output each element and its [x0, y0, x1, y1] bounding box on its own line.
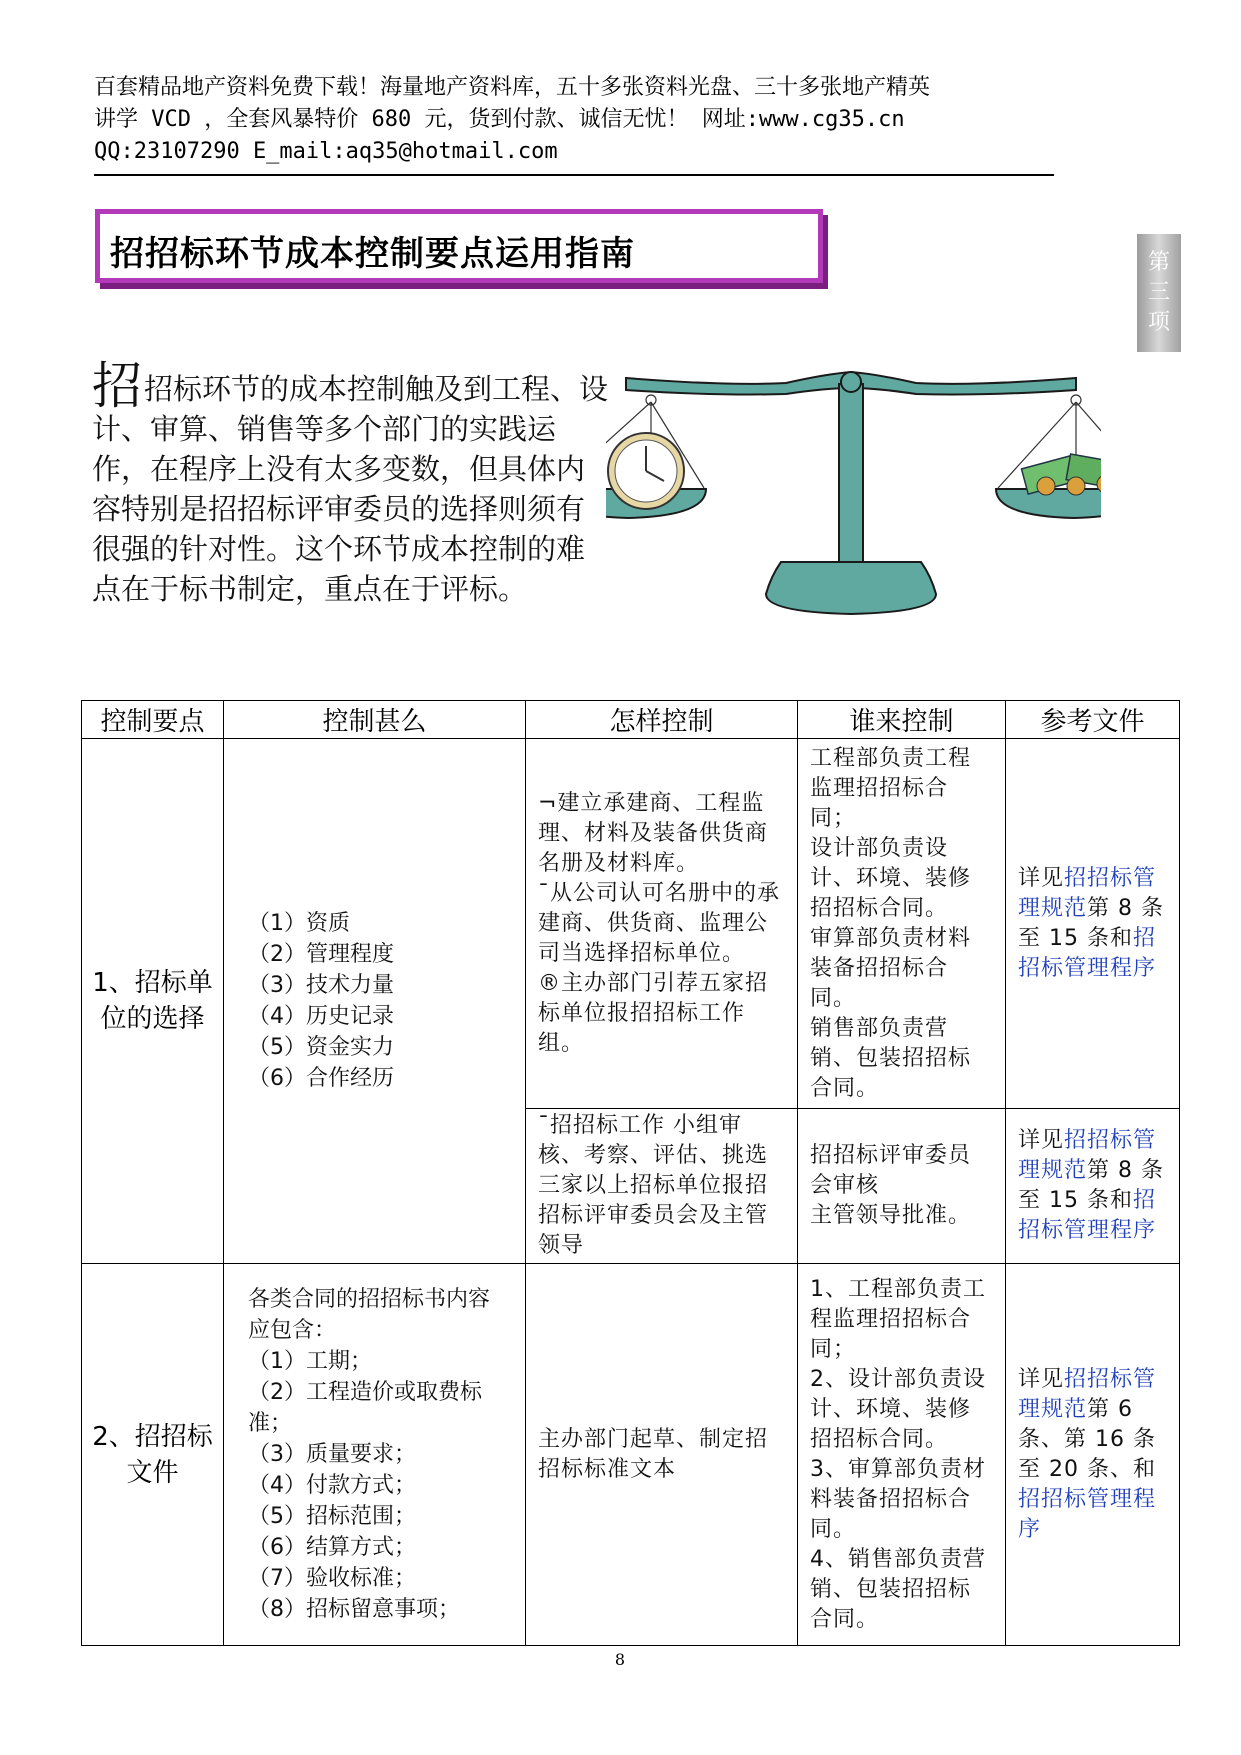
list-item: （3）技术力量 — [248, 973, 394, 998]
row1-how-b: ¯招招标工作 小组审核、考察、评估、挑选三家以上招标单位报招招标评审委员会及主管领导 — [526, 1109, 798, 1264]
ref-link-procedure[interactable]: 招招标管理程序 — [1018, 1486, 1157, 1542]
list-intro: 各类合同的招招标书内容应包含： — [248, 1287, 491, 1343]
section-tab-char-1: 第 — [1147, 250, 1170, 275]
page-title: 招招标环节成本控制要点运用指南 — [110, 234, 635, 274]
list-item: （8）招标留意事项； — [248, 1597, 460, 1622]
list-item: （5）资金实力 — [248, 1035, 394, 1060]
list-item: （4）付款方式； — [248, 1473, 416, 1498]
page-number: 8 — [614, 1650, 626, 1669]
intro-text: 招标环节的成本控制触及到工程、设计、审算、销售等多个部门的实践运作，在程序上没有太多变数，但具体内容特别是招招标评审委员的选择则须有很强的针对性。这个环节成本控制的难点在于标书制定，重点在于评标。 — [92, 372, 609, 606]
list-item: 设计部负责设计、环境、装修招招标合同。 — [810, 835, 972, 921]
balance-scale-illustration — [606, 366, 1101, 632]
section-tab — [1137, 234, 1181, 352]
col-header-how: 怎样控制 — [526, 701, 798, 739]
row2-point: 2、招招标文件 — [82, 1264, 224, 1646]
list-item: 2、设计部负责设计、环境、装修招招标合同。 — [810, 1366, 986, 1452]
ref-prefix: 详见 — [1018, 1128, 1065, 1153]
list-item: 主管领导批准。 — [810, 1203, 972, 1228]
header-line-3: QQ:23107290 E_mail:aq35@hotmail.com — [94, 139, 558, 164]
intro-dropcap: 招 — [92, 357, 142, 415]
col-header-point: 控制要点 — [82, 701, 224, 739]
row2-how: 主办部门起草、制定招招标标准文本 — [526, 1264, 798, 1646]
ref-link-regulation[interactable]: 招招标管理规范 — [1018, 865, 1157, 921]
table-row — [82, 739, 1180, 1109]
table-header-row — [82, 701, 1180, 739]
list-item: （1）工期； — [248, 1349, 372, 1374]
list-item: 销售部负责营销、包装招招标合同。 — [810, 1015, 972, 1101]
document-header — [94, 72, 1054, 168]
list-item: 审算部负责材料装备招招标合同。 — [810, 925, 972, 1011]
list-item: ¬建立承建商、工程监理、材料及装备供货商名册及材料库。 — [538, 790, 769, 876]
list-item: 4、销售部负责营销、包装招招标合同。 — [810, 1546, 986, 1632]
list-item: （2）管理程度 — [248, 942, 394, 967]
ref-link-procedure[interactable]: 招招标管理程序 — [1018, 1188, 1157, 1243]
list-item: （7）验收标准； — [248, 1566, 416, 1591]
ref-prefix: 详见 — [1018, 1366, 1065, 1392]
section-tab-char-3: 项 — [1147, 310, 1170, 335]
list-item: ®主办部门引荐五家招标单位报招招标工作组。 — [538, 970, 769, 1056]
row2-who — [798, 1264, 1006, 1646]
col-header-what: 控制甚么 — [224, 701, 526, 739]
section-tab-char-2: 三 — [1147, 280, 1170, 305]
col-header-ref: 参考文件 — [1006, 701, 1180, 739]
list-item: （5）招标范围； — [248, 1504, 416, 1529]
row1-who-b — [798, 1109, 1006, 1264]
list-item: （4）历史记录 — [248, 1004, 394, 1029]
row2-ref — [1006, 1264, 1180, 1646]
ref-prefix: 详见 — [1018, 865, 1065, 891]
col-header-who: 谁来控制 — [798, 701, 1006, 739]
row1-who-a — [798, 739, 1006, 1109]
table-row — [82, 1264, 1180, 1646]
intro-paragraph — [92, 357, 612, 609]
scale-icon — [606, 372, 1101, 614]
ref-link-regulation[interactable]: 招招标管理规范 — [1018, 1366, 1157, 1422]
control-points-table — [81, 700, 1180, 1646]
clock-icon — [608, 433, 684, 509]
list-item: 3、审算部负责材料装备招招标合同。 — [810, 1456, 986, 1542]
row1-how-a — [526, 739, 798, 1109]
list-item: ¯从公司认可名册中的承建商、供货商、监理公司当选择招标单位。 — [538, 880, 781, 966]
ref-middle: 第 8 条至 15 条和 — [1018, 1158, 1164, 1213]
row1-ref-a — [1006, 739, 1180, 1109]
ref-link-regulation[interactable]: 招招标管理规范 — [1018, 1128, 1157, 1183]
row1-ref-b — [1006, 1109, 1180, 1264]
ref-link-procedure[interactable]: 招招标管理程序 — [1018, 925, 1157, 981]
ref-middle: 第 6 条、第 16 条至 20 条、和 — [1018, 1396, 1156, 1482]
list-item: （3）质量要求； — [248, 1442, 416, 1467]
header-line-1: 百套精品地产资料免费下载！海量地产资料库，五十多张资料光盘、三十多张地产精英 — [94, 75, 931, 100]
list-item: （2）工程造价或取费标准； — [248, 1380, 482, 1436]
list-item: （6）合作经历 — [248, 1066, 394, 1091]
title-box — [95, 209, 823, 283]
list-item: 工程部负责工程监理招招标合同； — [810, 745, 972, 831]
list-item: （1）资质 — [248, 911, 350, 936]
list-item: 招招标评审委员会审核 — [810, 1143, 972, 1198]
row2-what — [224, 1264, 526, 1646]
list-item: 1、工程部负责工程监理招招标合同； — [810, 1276, 986, 1362]
header-divider — [94, 174, 1054, 176]
header-line-2: 讲学 VCD ，全套风暴特价 680 元，货到付款、诚信无忧！ 网址:www.cg35.cn — [94, 107, 905, 132]
list-item: （6）结算方式； — [248, 1535, 416, 1560]
row1-point: 1、招标单位的选择 — [82, 739, 224, 1264]
row1-what — [224, 739, 526, 1264]
ref-middle: 第 8 条至 15 条和 — [1018, 895, 1164, 951]
